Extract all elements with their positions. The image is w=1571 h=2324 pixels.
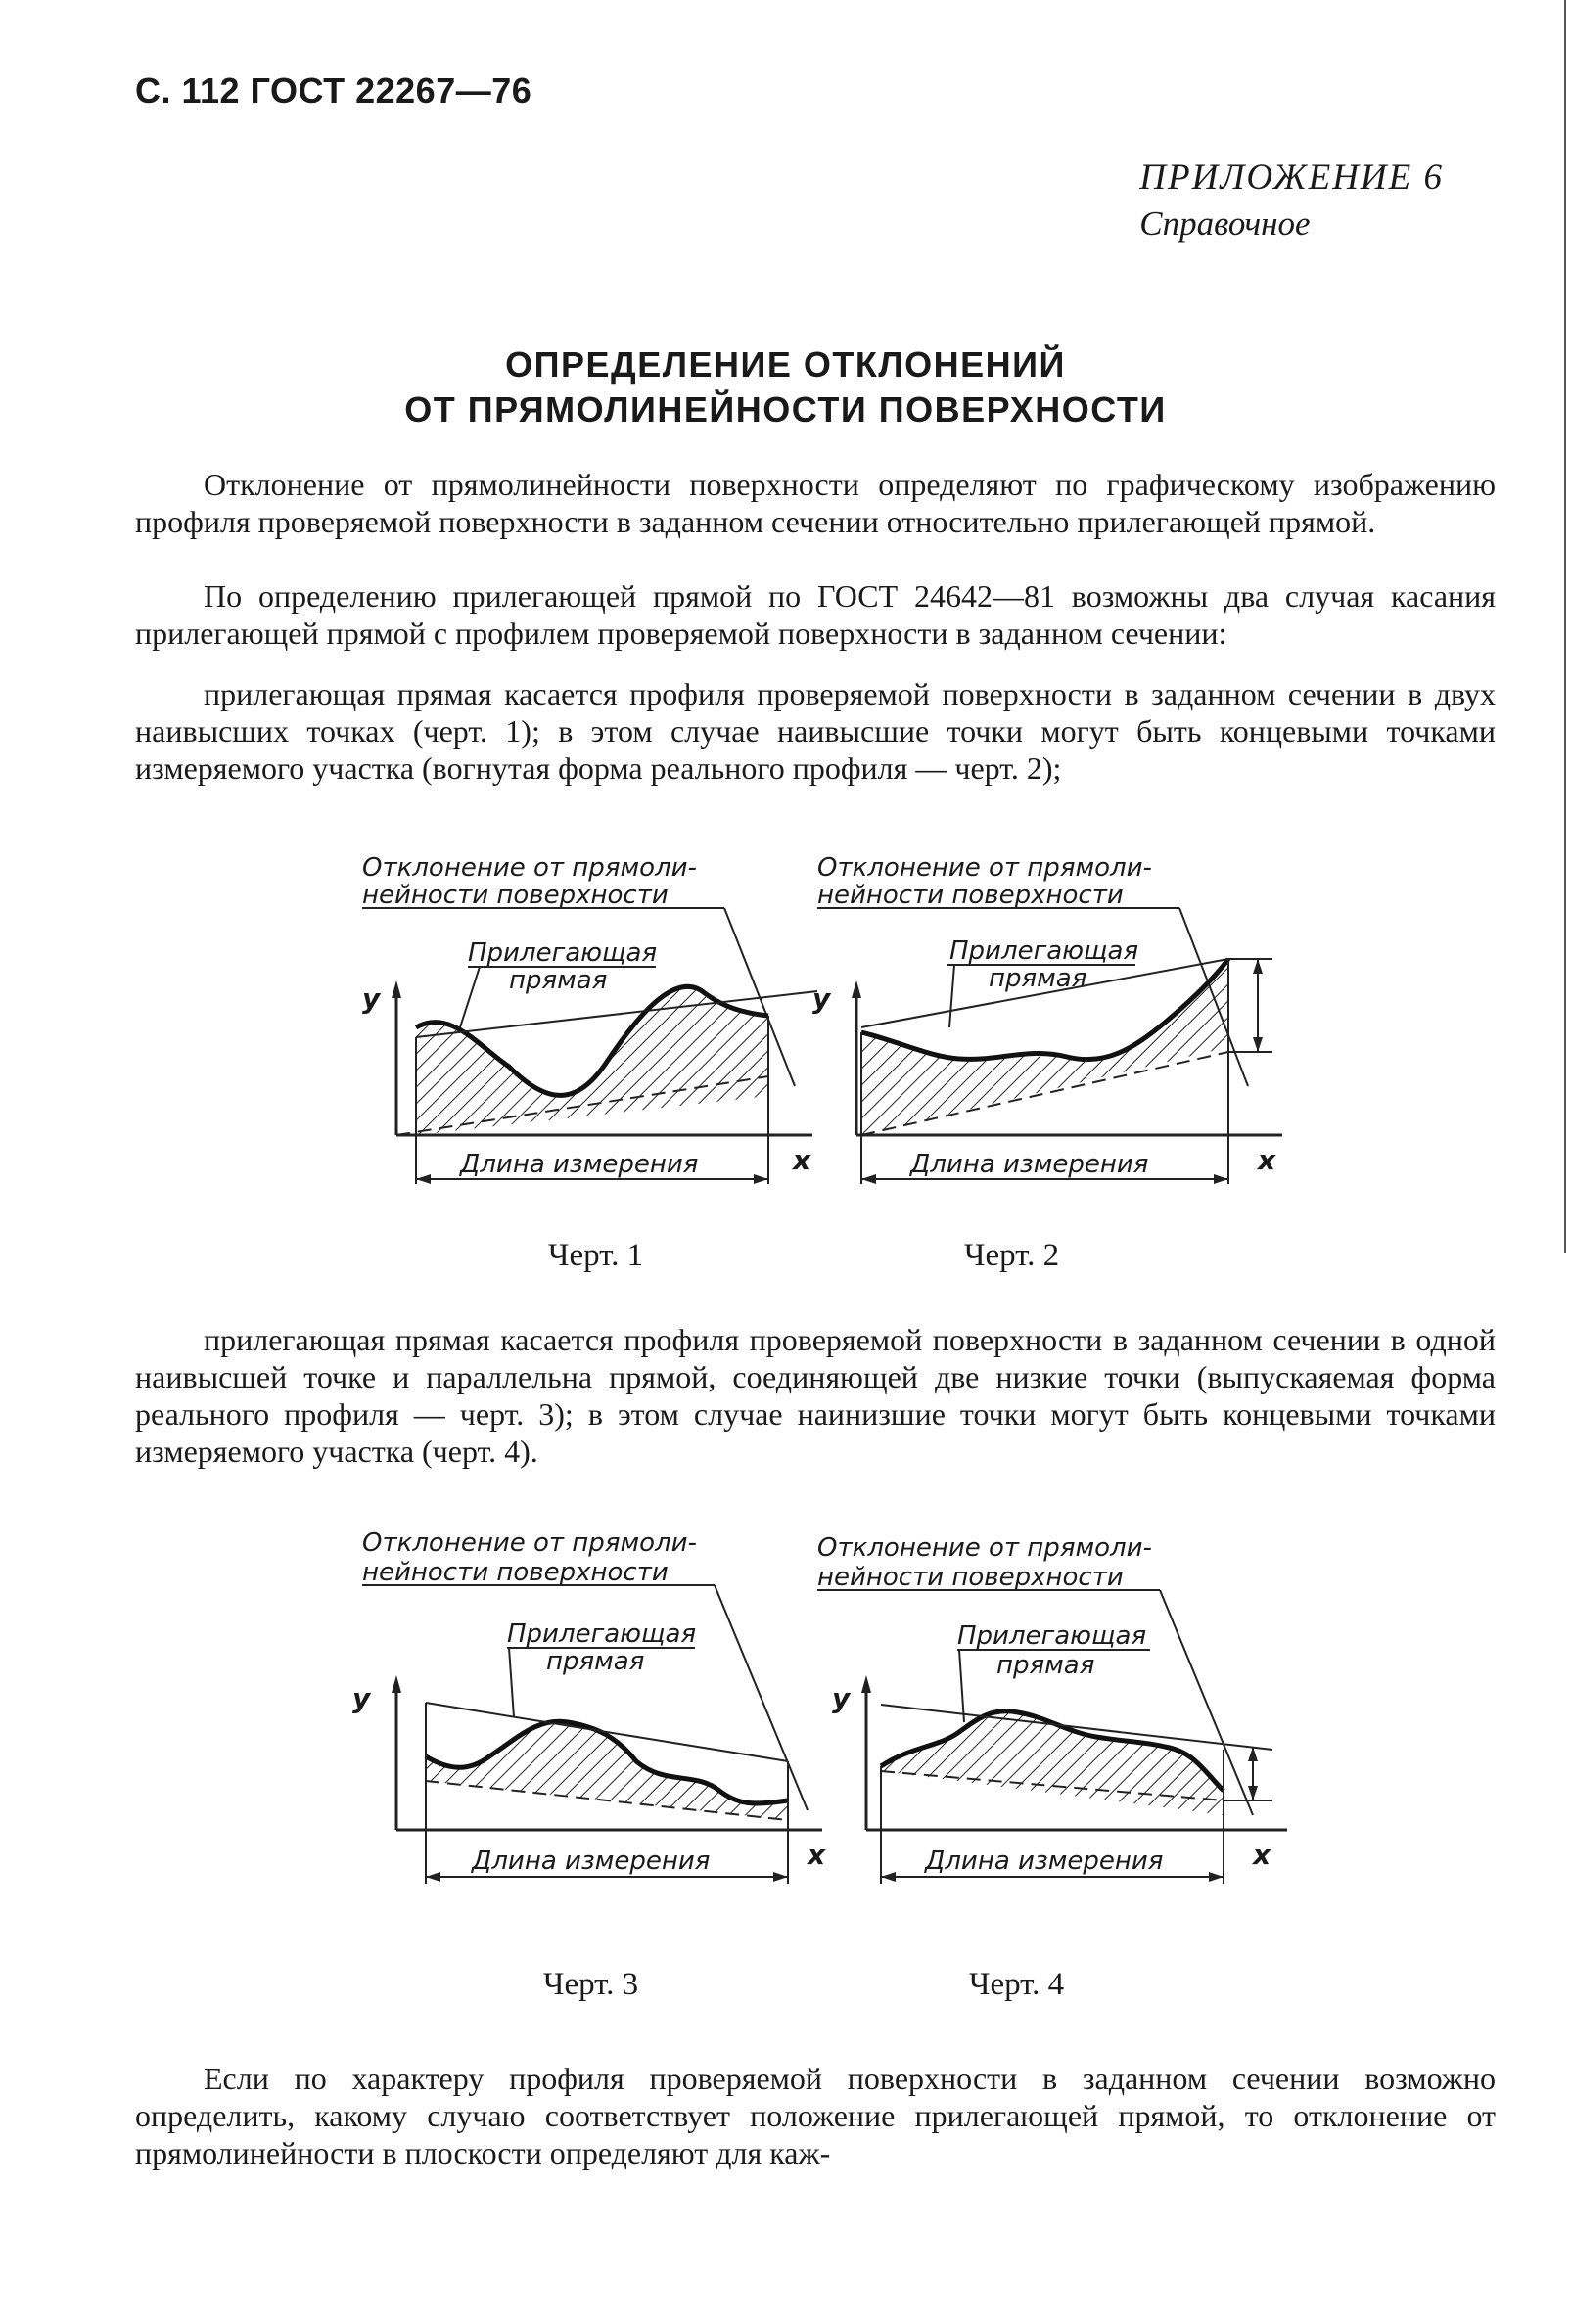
fig3-adjacent-label-1: Прилегающая xyxy=(507,1619,697,1649)
fig2-deviation-label-2: нейности поверхности xyxy=(817,881,1124,910)
fig4-x-axis-label: x xyxy=(1253,1839,1271,1871)
page-edge xyxy=(1564,0,1566,1253)
fig4-length-label: Длина измерения xyxy=(925,1846,1164,1876)
fig4-y-axis-label: y xyxy=(832,1682,851,1714)
paragraph-2: По определению прилегающей прямой по ГОСТ 24642—81 возможны два случая касания прилегающей прямой с профилем проверяемой поверхности в заданном сечении: xyxy=(135,578,1496,651)
caption-1: Черт. 1 xyxy=(548,1238,644,1273)
title-line-2: ОТ ПРЯМОЛИНЕЙНОСТИ ПОВЕРХНОСТИ xyxy=(404,389,1167,430)
fig3-y-axis-label: y xyxy=(352,1682,371,1714)
fig3-x-axis-label: x xyxy=(808,1839,826,1871)
figure-4 xyxy=(812,1527,1292,1923)
fig1-x-axis-label: x xyxy=(793,1144,811,1176)
title-line-1: ОПРЕДЕЛЕНИЕ ОТКЛОНЕНИЙ xyxy=(505,344,1066,385)
fig1-y-axis-label: y xyxy=(362,982,381,1015)
fig1-deviation-label-1: Отклонение от прямоли- xyxy=(362,853,697,883)
fig2-length-label: Длина измерения xyxy=(910,1150,1149,1179)
fig3-deviation-label-1: Отклонение от прямоли- xyxy=(362,1528,697,1558)
fig2-deviation-label-1: Отклонение от прямоли- xyxy=(817,853,1152,883)
paragraph-5: Если по характеру профиля проверяемой поверхности в заданном сечении возможно определить, какому случаю соответствует положение прилегающей прямой, то отклонение от прямолинейности в плоскости определяют для каж- xyxy=(135,2061,1496,2170)
fig1-adjacent-label-2: прямая xyxy=(509,966,608,995)
caption-2: Черт. 2 xyxy=(964,1238,1060,1273)
caption-4: Черт. 4 xyxy=(969,1967,1065,2002)
fig3-length-label: Длина измерения xyxy=(472,1846,711,1876)
fig3-adjacent-label-2: прямая xyxy=(546,1647,645,1676)
appendix-block xyxy=(1139,157,1444,244)
fig2-x-axis-label: x xyxy=(1258,1144,1276,1176)
figure-3-drawing xyxy=(352,1527,832,1918)
fig2-adjacent-label-2: прямая xyxy=(989,964,1087,993)
fig1-deviation-label-2: нейности поверхности xyxy=(362,881,669,910)
fig1-adjacent-label-1: Прилегающая xyxy=(468,938,658,968)
paragraph-3: прилегающая прямая касается профиля проверяемой поверхности в заданном сечении в двух наивысших точках (черт. 1); в этом случае наивысшие точки могут быть концевыми точками измеряемого участка (вогнутая форма реального профиля — черт. 2); xyxy=(135,676,1496,786)
fig4-deviation-label-1: Отклонение от прямоли- xyxy=(817,1533,1152,1563)
figure-1-drawing xyxy=(352,851,822,1223)
fig2-y-axis-label: y xyxy=(812,982,831,1015)
paragraph-4: прилегающая прямая касается профиля проверяемой поверхности в заданном сечении в одной наивысшей точке и параллельна прямой, соединяющей две низкие точки (выпускаяемая форма реального профиля — черт. 3); в этом случае наинизшие точки могут быть концевыми точками измеряемого участка (черт. 4). xyxy=(135,1322,1496,1469)
appendix-label: ПРИЛОЖЕНИЕ 6 xyxy=(1139,158,1444,198)
caption-3: Черт. 3 xyxy=(543,1967,639,2002)
page-title xyxy=(0,342,1571,433)
figure-2-drawing xyxy=(812,851,1292,1223)
page-header: С. 112 ГОСТ 22267—76 xyxy=(135,70,532,111)
figure-4-drawing xyxy=(812,1527,1292,1918)
fig4-adjacent-label-2: прямая xyxy=(996,1651,1095,1680)
fig3-deviation-label-2: нейности поверхности xyxy=(362,1558,669,1587)
figure-3 xyxy=(352,1527,832,1923)
appendix-type: Справочное xyxy=(1139,205,1311,243)
fig4-deviation-label-2: нейности поверхности xyxy=(817,1563,1124,1592)
fig4-adjacent-label-1: Прилегающая xyxy=(957,1621,1147,1651)
figure-2 xyxy=(812,851,1292,1228)
fig2-adjacent-label-1: Прилегающая xyxy=(949,936,1139,966)
fig1-length-label: Длина измерения xyxy=(460,1150,699,1179)
paragraph-1: Отклонение от прямолинейности поверхности определяют по графическому изображению профиля проверяемой поверхности в заданном сечении относительно прилегающей прямой. xyxy=(135,467,1496,539)
figure-1 xyxy=(352,851,822,1228)
